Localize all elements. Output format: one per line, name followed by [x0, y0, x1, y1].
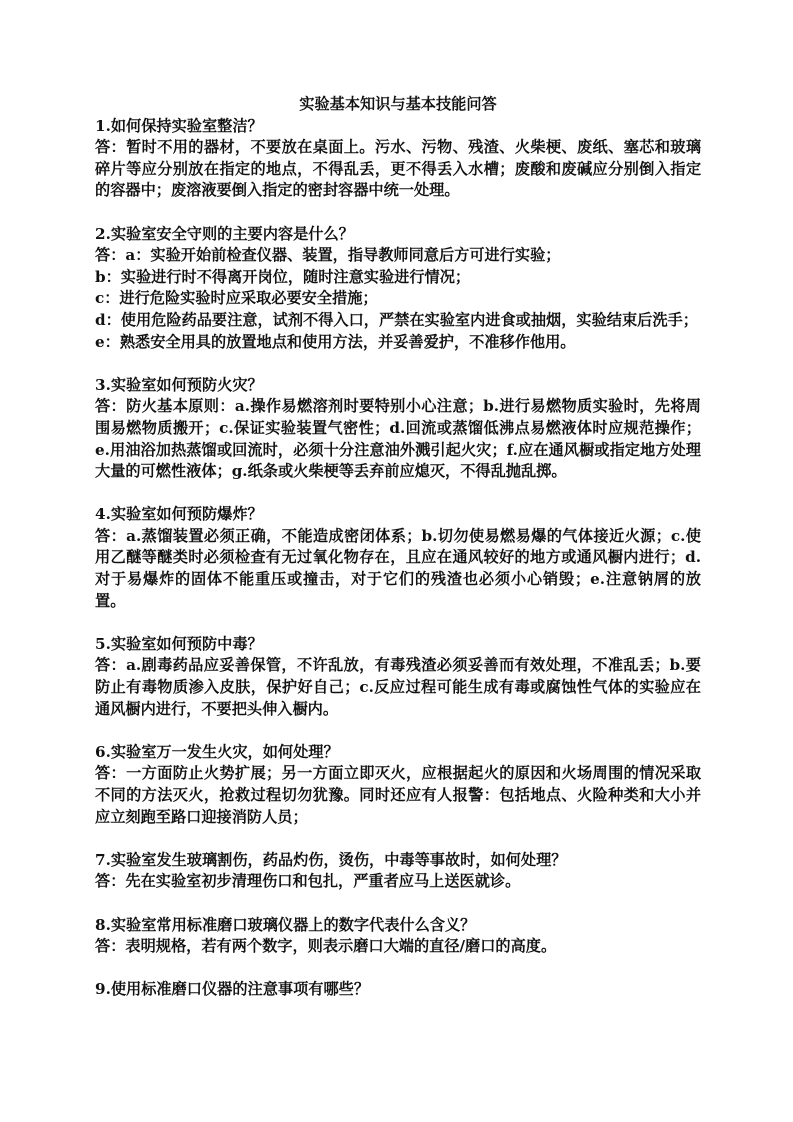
question-5: 5.实验室如何预防中毒？ [95, 634, 263, 653]
question-2: 2.实验室安全守则的主要内容是什么？ [95, 224, 354, 243]
qa-item-3 [95, 375, 701, 483]
answer-7: 答：先在实验室初步清理伤口和包扎，严重者应马上送医就诊。 [95, 872, 521, 891]
answer-5: 答：a.剧毒药品应妥善保管，不许乱放，有毒残渣必须妥善而有效处理，不准乱丢；b.要防止有毒物质渗入皮肤，保护好自己；c.反应过程可能生成有毒或腐蚀性气体的实验应在通风橱内进行，不要把头伸入橱内。 [95, 656, 701, 718]
qa-item-6 [95, 742, 701, 828]
question-6: 6.实验室万一发生火灾，如何处理？ [95, 742, 339, 761]
question-3: 3.实验室如何预防火灾？ [95, 375, 263, 394]
answer-2-line-e: e：熟悉安全用具的放置地点和使用方法，并妥善爱护，不准移作他用。 [95, 332, 576, 351]
question-9: 9.使用标准磨口仪器的注意事项有哪些？ [95, 980, 370, 999]
answer-6: 答：一方面防止火势扩展；另一方面立即灭火，应根据起火的原因和火场周围的情况采取不同的方法灭火，抢救过程切勿犹豫。同时还应有人报警：包括地点、火险种类和大小并应立刻跑至路口迎接消防人员； [95, 764, 701, 826]
qa-item-1 [95, 116, 701, 202]
question-8: 8.实验室常用标准磨口玻璃仪器上的数字代表什么含义？ [95, 915, 476, 934]
qa-item-4 [95, 504, 701, 612]
answer-8: 答：表明规格，若有两个数字，则表示磨口大端的直径/磨口的高度。 [95, 937, 557, 956]
answer-1: 答：暂时不用的器材，不要放在桌面上。污水、污物、残渣、火柴梗、废纸、塞芯和玻璃碎片等应分别放在指定的地点，不得乱丢，更不得丢入水槽；废酸和废碱应分别倒入指定的容器中；废溶液要倒入指定的密封容器中统一处理。 [95, 138, 701, 200]
document-title: 实验基本知识与基本技能问答 [299, 95, 497, 113]
qa-item-9 [95, 979, 701, 1001]
qa-item-7 [95, 850, 701, 893]
question-4: 4.实验室如何预防爆炸？ [95, 505, 263, 524]
answer-4: 答：a.蒸馏装置必须正确，不能造成密闭体系；b.切勿使易燃易爆的气体接近火源；c.使用乙醚等醚类时必须检查有无过氧化物存在，且应在通风较好的地方或通风橱内进行；d.对于易爆炸的固体不能重压或撞击，对于它们的残渣也必须小心销毁；e.注意钠屑的放置。 [95, 526, 701, 610]
document-page [95, 94, 701, 1023]
qa-item-8 [95, 915, 701, 958]
qa-item-5 [95, 634, 701, 720]
answer-3: 答：防火基本原则：a.操作易燃溶剂时要特别小心注意；b.进行易燃物质实验时，先将周围易燃物质搬开；c.保证实验装置气密性；d.回流或蒸馏低沸点易燃液体时应规范操作；e.用油浴加热蒸馏或回流时，必须十分注意油外溅引起火灾；f.应在通风橱或指定地方处理大量的可燃性液体；g.纸条或火柴梗等丢弃前应熄灭，不得乱抛乱掷。 [95, 397, 701, 481]
answer-2-line-d: d：使用危险药品要注意，试剂不得入口，严禁在实验室内进食或抽烟，实验结束后洗手； [95, 310, 698, 329]
qa-item-2 [95, 224, 701, 354]
answer-2-line-c: c：进行危险实验时应采取必要安全措施； [95, 289, 378, 308]
question-7: 7.实验室发生玻璃割伤，药品灼伤，烫伤，中毒等事故时，如何处理？ [95, 850, 567, 869]
question-1: 1.如何保持实验室整洁？ [95, 116, 263, 135]
answer-2-line-a: 答：a：实验开始前检查仪器、装置，指导教师同意后方可进行实验； [95, 246, 561, 265]
answer-2-line-b: b：实验进行时不得离开岗位，随时注意实验进行情况； [95, 267, 471, 286]
